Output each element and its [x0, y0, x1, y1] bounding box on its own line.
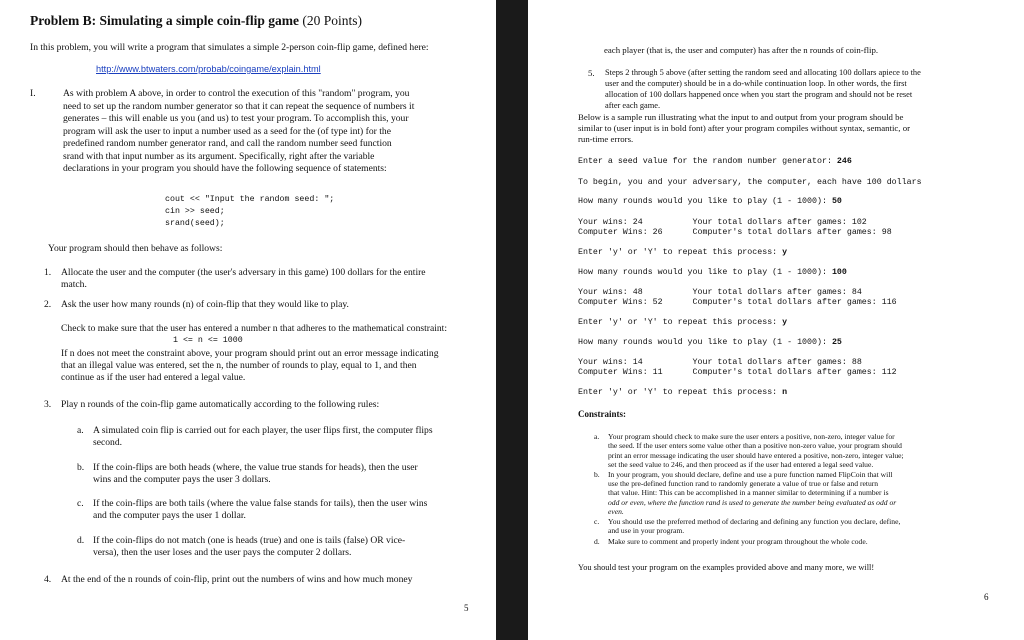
item-line: match.: [61, 279, 87, 290]
code-line: cin >> seed;: [165, 207, 225, 216]
constraint-line: print an error message indicating the user should have entered a positive, non-zero, integer value;: [608, 450, 904, 460]
rule-line: If the coin-flips do not match (one is heads (true) and one is tails (false) OR vice-: [93, 535, 406, 546]
para-line: predefined random number generator rand, and call the random number seed function: [63, 138, 392, 149]
rule-letter: b.: [77, 462, 85, 473]
error-line: that an illegal value was entered, set the n, the number of rounds to play, equal to 1, and then: [61, 360, 417, 371]
constraint-line: use the pre-defined function rand to randomly generate a value of true or false and return: [608, 479, 879, 488]
run-line: Enter 'y' or 'Y' to repeat this process: y: [578, 248, 788, 257]
constraint-line: the seed. If the user enters some value other than a positive non-zero value, your program should: [608, 441, 902, 451]
constraint-line: odd or even, where the function rand is used to generate the number being evaluated as odd or: [608, 497, 897, 507]
para-line: generates – this will enable us you (and us) to test your program. To accomplish this, your: [63, 113, 409, 124]
constraint-letter: a.: [594, 432, 600, 441]
run-line: Your wins: 14 Your total dollars after games: 88: [578, 358, 862, 367]
item-number: 2.: [44, 299, 52, 310]
item-number: 5.: [588, 68, 595, 78]
rule-line: versa), then the user loses and the user pays the computer 2 dollars.: [93, 547, 352, 558]
item-line: Ask the user how many rounds (n) of coin-flip that they would like to play.: [61, 299, 349, 310]
rule-line: A simulated coin flip is carried out for each player, the user flips first, the computer flips: [93, 425, 433, 436]
behave-text: Your program should then behave as follows:: [48, 243, 223, 254]
run-line: Computer Wins: 26 Computer's total dollars after games: 98: [578, 228, 892, 237]
constraint-letter: c.: [594, 517, 600, 526]
closing-text: You should test your program on the examples provided above and many more, we will!: [578, 563, 875, 572]
error-line: If n does not meet the constraint above, your program should print out an error message indicating: [61, 348, 439, 359]
item-number: 3.: [44, 399, 52, 410]
constraint-line: In your program, you should declare, define and use a pure function named FlipCoin that will: [608, 469, 893, 479]
rule-line: If the coin-flips are both tails (where the value false stands for tails), then the user wins: [93, 498, 428, 509]
constraint-line: that value. Hint: This can be accomplished in a manner similar to determining if a number is: [608, 488, 889, 498]
sample-line: similar to (user input is in bold font) after your program compiles without syntax, semantic, or: [578, 123, 911, 133]
run-line: Enter 'y' or 'Y' to repeat this process: n: [578, 388, 788, 397]
game-link[interactable]: http://www.btwaters.com/probab/coingame/explain.html: [96, 64, 321, 74]
constraint-text: 1 <= n <= 1000: [173, 336, 243, 345]
item-number: 1.: [44, 267, 52, 278]
page-number: 5: [464, 603, 469, 613]
error-line: continue as if the user had entered a legal value.: [61, 372, 246, 383]
item-number: 4.: [44, 574, 52, 585]
problem-title: Problem B: Simulating a simple coin-flip game (20 Points): [30, 13, 363, 28]
page-number: 6: [984, 592, 989, 602]
constraint-line: You should use the preferred method of declaring and defining any function you declare, define,: [608, 517, 901, 526]
constraint-line: Your program should check to make sure the user enters a positive, non-zero, integer value for: [608, 432, 895, 441]
roman-numeral: I.: [30, 88, 36, 99]
item-line: allocation of 100 dollars happened once when you start the program and should not be reset: [605, 90, 913, 99]
constraint-line: Make sure to comment and properly indent your program throughout the whole code.: [608, 536, 868, 546]
para-line: declarations in your program you should have the following sequence of statements:: [63, 163, 387, 174]
item-line: At the end of the n rounds of coin-flip, print out the numbers of wins and how much money: [61, 574, 413, 585]
rule-letter: d.: [77, 535, 85, 546]
constraint-letter: d.: [594, 536, 600, 546]
sample-line: run-time errors.: [578, 134, 634, 144]
item-line: after each game.: [605, 101, 661, 110]
para-line: need to set up the random number generator so that it can repeat the sequence of numbers it: [63, 100, 415, 112]
sample-line: Below is a sample run illustrating what the input to and output from your program should be: [578, 112, 904, 122]
rule-line: and the computer pays the user 1 dollar.: [93, 510, 246, 521]
item-line: Allocate the user and the computer (the user's adversary in this game) 100 dollars for the entire: [61, 267, 426, 278]
constraint-line: even.: [608, 507, 624, 517]
run-line: Computer Wins: 52 Computer's total dollars after games: 116: [578, 298, 897, 307]
run-line: Your wins: 48 Your total dollars after games: 84: [578, 288, 862, 297]
constraints-heading: Constraints:: [578, 409, 627, 419]
item-line: Steps 2 through 5 above (after setting the random seed and allocating 100 dollars apiece to the: [605, 68, 921, 77]
code-line: cout << "Input the random seed: ";: [165, 195, 335, 204]
code-line: srand(seed);: [165, 219, 225, 228]
intro-text: In this problem, you will write a program that simulates a simple 2-person coin-flip game, defined here:: [30, 42, 429, 53]
rule-letter: a.: [77, 425, 84, 436]
rule-letter: c.: [77, 498, 84, 509]
run-line: Your wins: 24 Your total dollars after games: 102: [578, 218, 867, 227]
item-line: Play n rounds of the coin-flip game automatically according to the following rules:: [61, 399, 380, 410]
check-text: Check to make sure that the user has entered a number n that adheres to the mathematical constraint:: [61, 323, 448, 334]
top-line: each player (that is, the user and computer) has after the n rounds of coin-flip.: [604, 45, 879, 55]
constraint-line: and use in your program.: [608, 526, 685, 536]
rule-line: If the coin-flips are both heads (where, the value true stands for heads), then the user: [93, 462, 418, 473]
run-line: How many rounds would you like to play (1 - 1000): 50: [578, 197, 842, 206]
run-line: Enter 'y' or 'Y' to repeat this process: y: [578, 318, 788, 327]
run-line: How many rounds would you like to play (1 - 1000): 100: [578, 268, 847, 277]
run-line: To begin, you and your adversary, the computer, each have 100 dollars: [578, 178, 922, 187]
run-line: Computer Wins: 11 Computer's total dollars after games: 112: [578, 368, 897, 377]
constraint-letter: b.: [594, 469, 600, 479]
right-page: [528, 0, 1024, 640]
left-page: [0, 0, 496, 640]
rule-line: second.: [93, 437, 123, 448]
item-line: user and the computer) should be in a do-while continuation loop. In other words, the first: [605, 79, 907, 88]
run-line: Enter a seed value for the random number generator: 246: [578, 157, 852, 166]
para-line: program will ask the user to input a number used as a seed for the (of type int) for the: [63, 125, 391, 137]
constraint-line: set the seed value to 246, and then proceed as if the user had entered a legal seed value.: [608, 460, 874, 470]
para-line: srand with that input number as its argument. Specifically, right after the variable: [63, 150, 375, 162]
para-line: As with problem A above, in order to control the execution of this "random" program, you: [63, 88, 410, 99]
rule-line: wins and the computer pays the user 3 dollars.: [93, 474, 271, 485]
run-line: How many rounds would you like to play (1 - 1000): 25: [578, 338, 842, 347]
